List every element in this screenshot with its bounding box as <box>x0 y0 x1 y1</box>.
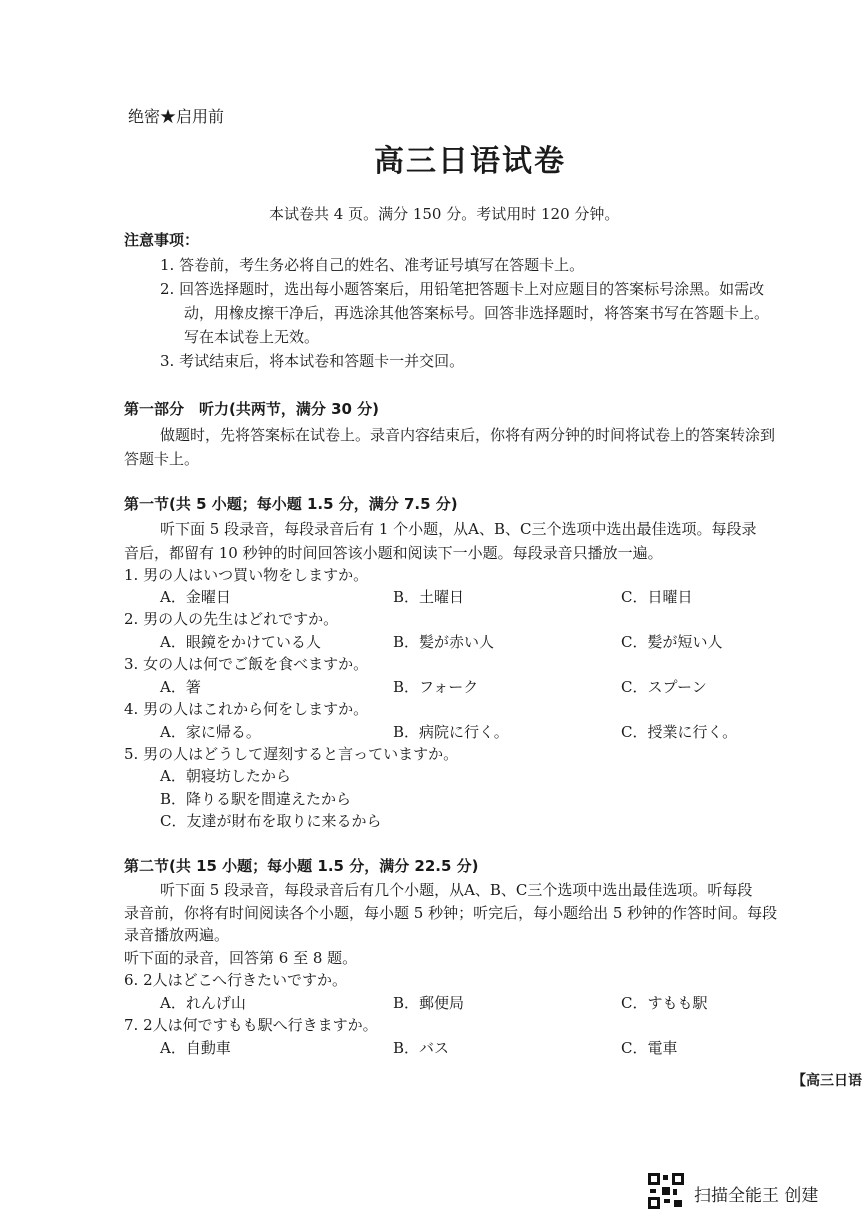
option-a: A．箸 <box>160 678 201 696</box>
notice-item-continued: 写在本试卷上无效。 <box>184 328 320 346</box>
notice-item: 3. 考试结束后，将本试卷和答题卡一并交回。 <box>160 352 465 370</box>
notice-item-continued: 动，用橡皮擦干净后，再选涂其他答案标号。回答非选择题时，将答案书写在答题卡上。 <box>184 304 770 322</box>
question-1: 1. 男の人はいつ買い物をしますか。 <box>124 566 369 584</box>
section2-intro: 听下面 5 段录音，每段录音后有几个小题，从A、B、C三个选项中选出最佳选项。听每段 <box>160 881 753 899</box>
option-b: B．フォーク <box>393 678 479 696</box>
option-a: A．れんげ山 <box>160 994 246 1012</box>
option-a: A．眼鏡をかけている人 <box>160 633 321 651</box>
option-c: C．髪が短い人 <box>621 633 723 651</box>
option-c: C．日曜日 <box>621 588 693 606</box>
part1-intro: 答题卡上。 <box>124 450 200 468</box>
exam-info: 本试卷共 4 页。满分 150 分。考试用时 120 分钟。 <box>269 205 620 223</box>
option-b: B．病院に行く。 <box>393 723 509 741</box>
section2-intro: 录音前，你将有时间阅读各个小题，每小题 5 秒钟；听完后，每小题给出 5 秒钟的作答时间。每段 <box>124 904 778 922</box>
option-a: A．家に帰る。 <box>160 723 261 741</box>
qr-code-icon <box>648 1173 684 1209</box>
scanner-brand: 扫描全能王 创建 <box>694 1186 819 1206</box>
notice-heading: 注意事项： <box>124 231 200 249</box>
option-b: B．土曜日 <box>393 588 465 606</box>
notice-item: 1. 答卷前，考生务必将自己的姓名、准考证号填写在答题卡上。 <box>160 256 585 274</box>
question-7: 7. 2人は何ですもも駅へ行きますか。 <box>124 1016 378 1034</box>
part1-intro: 做题时，先将答案标在试卷上。录音内容结束后，你将有两分钟的时间将试卷上的答案转涂到 <box>160 426 776 444</box>
page-tag: 【高三日语 <box>792 1073 862 1089</box>
question-5: 5. 男の人はどうして遅刻すると言っていますか。 <box>124 745 459 763</box>
option-b: B．髪が赤い人 <box>393 633 495 651</box>
part1-heading: 第一部分 听力(共两节，满分 30 分) <box>124 400 380 418</box>
question-2: 2. 男の人の先生はどれですか。 <box>124 610 339 628</box>
page-title: 高三日语试卷 <box>374 144 566 179</box>
option-b: B．バス <box>393 1039 450 1057</box>
option-c: C．友達が財布を取りに来るから <box>160 812 382 830</box>
option-a: A．自動車 <box>160 1039 231 1057</box>
option-c: C．授業に行く。 <box>621 723 738 741</box>
option-c: C．すもも駅 <box>621 994 708 1012</box>
question-3: 3. 女の人は何でご飯を食べますか。 <box>124 655 369 673</box>
section2-intro: 录音播放两遍。 <box>124 926 230 944</box>
option-b: B．降りる駅を間違えたから <box>160 790 352 808</box>
option-a: A．朝寝坊したから <box>160 767 291 785</box>
section1-heading: 第一节(共 5 小题；每小题 1.5 分，满分 7.5 分) <box>124 495 458 513</box>
section2-heading: 第二节(共 15 小题；每小题 1.5 分，满分 22.5 分) <box>124 857 479 875</box>
question-4: 4. 男の人はこれから何をしますか。 <box>124 700 369 718</box>
option-b: B．郵便局 <box>393 994 465 1012</box>
confidential-mark: 绝密★启用前 <box>128 107 225 126</box>
option-c: C．スプーン <box>621 678 707 696</box>
section1-intro: 听下面 5 段录音，每段录音后有 1 个小题，从A、B、C三个选项中选出最佳选项。每段录 <box>160 520 757 538</box>
section1-intro: 音后，都留有 10 秒钟的时间回答该小题和阅读下一小题。每段录音只播放一遍。 <box>124 544 663 562</box>
option-a: A．金曜日 <box>160 588 231 606</box>
question-6: 6. 2人はどこへ行きたいですか。 <box>124 971 348 989</box>
option-c: C．電車 <box>621 1039 678 1057</box>
listen-instruction: 听下面的录音，回答第 6 至 8 题。 <box>124 949 358 967</box>
notice-item: 2. 回答选择题时，选出每小题答案后，用铅笔把答题卡上对应题目的答案标号涂黑。如需改 <box>160 280 765 298</box>
